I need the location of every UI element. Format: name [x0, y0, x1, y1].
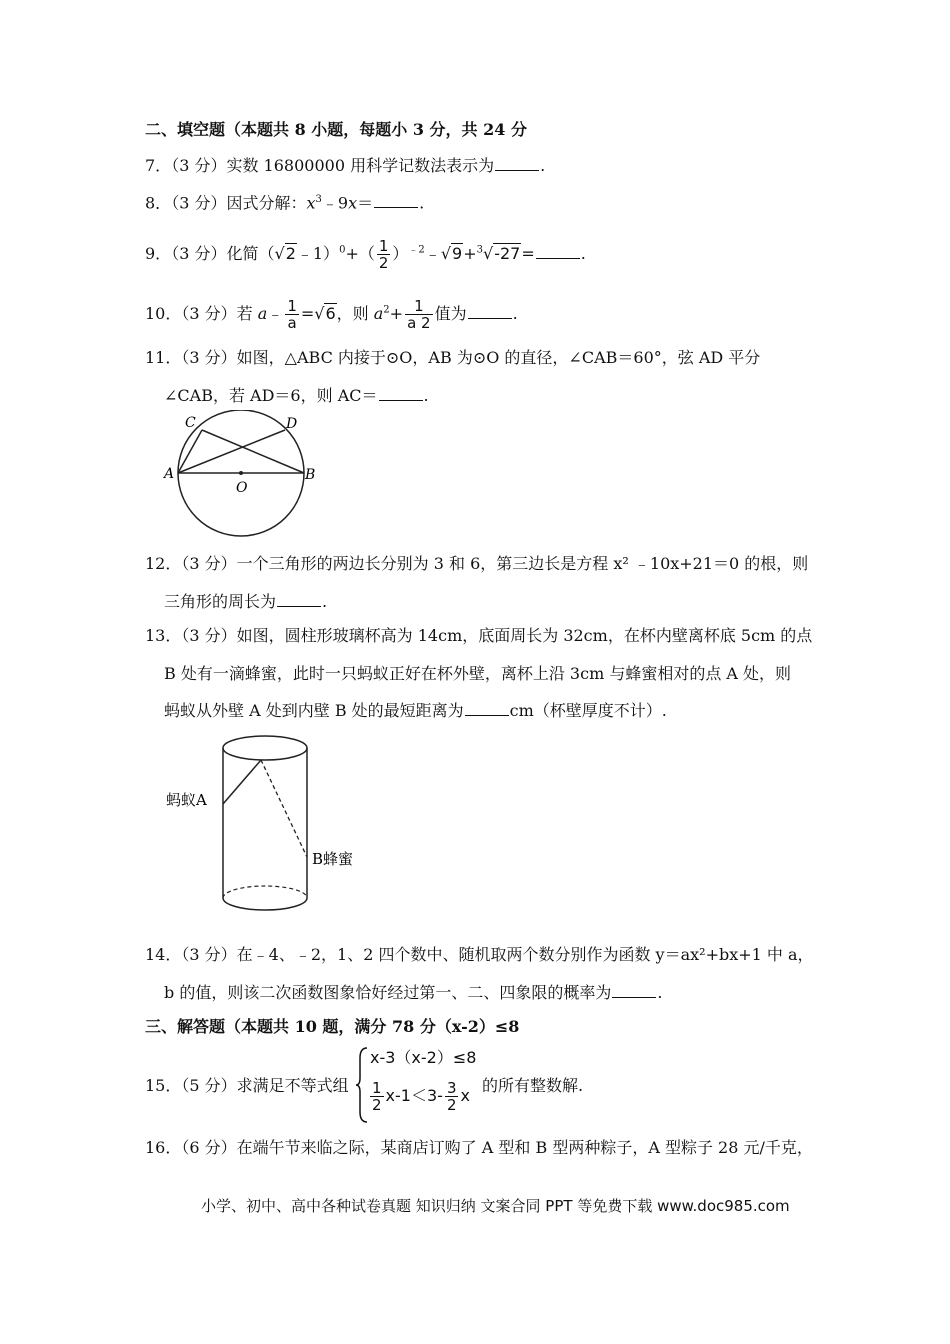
question-10: 10．（3 分）若 a﹣ $\frac{1}{a}$ =√6，则 $a^2+$ $\frac{1}{a 2}$ 值为 . — [145, 297, 518, 332]
section-3-title: 三、解答题（本题共 10 题，满分 78 分（x-2）≤8 — [145, 1017, 520, 1036]
question-13: 13．（3 分）如图，圆柱形玻璃杯高为 14cm，底面周长为 32cm，在杯内壁离杯底 5cm 的点 — [145, 626, 813, 645]
question-13-cont2: 蚂蚁从外壁 A 处到内壁 B 处的最短距离为 cm（杯壁厚度不计）. — [164, 701, 667, 720]
question-15-tail: 的所有整数解. — [482, 1076, 584, 1095]
cylinder-figure — [160, 730, 370, 915]
fraction: $\frac{1}{a}$ — [287, 297, 297, 332]
answer-blank — [374, 193, 418, 208]
answer-blank — [379, 386, 423, 401]
label-honey: B蜂蜜 — [312, 850, 354, 868]
question-7: 7．（3 分）实数 16800000 用科学记数法表示为 . — [145, 156, 546, 175]
section-2-title: 二、填空题（本题共 8 小题，每题小 3 分，共 24 分 — [145, 120, 527, 139]
system-brace — [355, 1046, 369, 1124]
question-8: 8．（3 分）因式分解：$x^3﹣9x=$ . — [145, 193, 425, 213]
fraction: $\frac{1}{a 2}$ — [407, 297, 431, 332]
fraction: $\frac{1}{2}$ — [378, 237, 389, 272]
label-o: O — [236, 480, 248, 496]
question-12-cont: 三角形的周长为 . — [164, 592, 328, 611]
footer-text: 小学、初中、高中各种试卷真题 知识归纳 文案合同 PPT 等免费下载 www.doc985.com — [201, 1197, 790, 1215]
question-14-cont: b 的值，则该二次函数图象恰好经过第一、二、四象限的概率为 . — [164, 983, 663, 1002]
answer-blank — [277, 592, 321, 607]
question-13-cont: B 处有一滴蜂蜜，此时一只蚂蚁正好在杯外壁，离杯上沿 3cm 与蜂蜜相对的点 A 处，则 — [164, 664, 792, 683]
answer-blank — [465, 701, 509, 716]
fraction: $\frac{1}{2}$ — [372, 1079, 382, 1114]
fraction: $\frac{3}{2}$ — [446, 1079, 457, 1114]
answer-blank — [536, 244, 580, 259]
answer-blank — [612, 983, 656, 998]
question-12: 12．（3 分）一个三角形的两边长分别为 3 和 6，第三边长是方程 x² ﹣10x+21＝0 的根，则 — [145, 554, 809, 573]
label-a: A — [164, 466, 175, 482]
label-b: B — [305, 467, 316, 483]
label-c: C — [185, 415, 196, 431]
question-11-cont: ∠CAB，若 AD＝6，则 AC＝ . — [164, 386, 429, 405]
question-11: 11．（3 分）如图，△ABC 内接于⊙O，AB 为⊙O 的直径，∠CAB＝60°，弦 AD 平分 — [145, 348, 761, 367]
answer-blank — [495, 156, 539, 171]
question-16: 16．（6 分）在端午节来临之际，某商店订购了 A 型和 B 型两种粽子，A 型粽子 28 元/千克， — [145, 1138, 813, 1157]
label-ant: 蚂蚁A — [166, 791, 207, 809]
question-9: 9．（3 分）化简（√2﹣1）$^0$+（ $\frac{1}{2}$ ）$^{﹣2}$﹣√9+$^3$√-27= . — [145, 237, 586, 272]
answer-blank — [468, 304, 512, 319]
inequality-row-2: $\frac{1}{2}$ x-1＜3- $\frac{3}{2}$ x — [372, 1079, 470, 1114]
circle-figure — [160, 410, 320, 540]
question-15: 15．（5 分）求满足不等式组 — [145, 1076, 349, 1095]
inequality-row-1: x-3（x-2）≤8 — [370, 1048, 477, 1067]
question-14: 14．（3 分）在﹣4、﹣2，1、2 四个数中、随机取两个数分别作为函数 y＝ax²+bx+1 中 a， — [145, 945, 814, 964]
label-d: D — [286, 416, 298, 432]
